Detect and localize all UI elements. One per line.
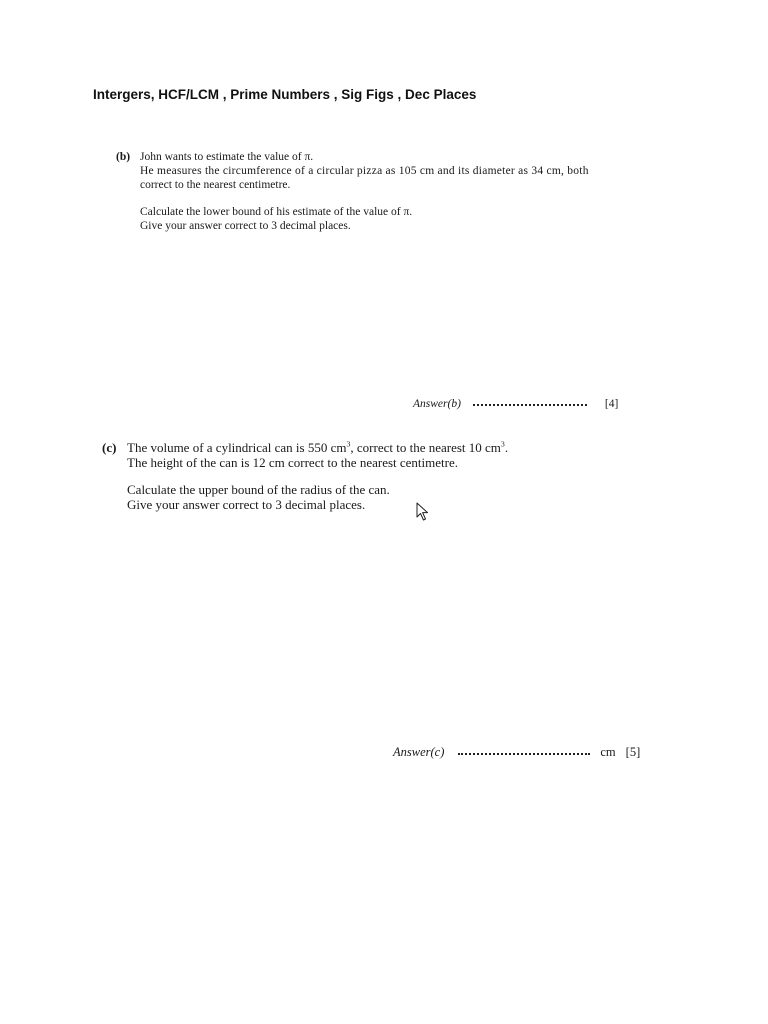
answer-b-field[interactable] (473, 404, 587, 406)
answer-c-field[interactable] (458, 753, 590, 755)
question-c-line1-sup2: 3 (500, 439, 505, 449)
question-b-line1: John wants to estimate the value of π. (140, 151, 314, 163)
question-c-line1-mid: , correct to the nearest 10 cm (350, 440, 501, 455)
question-c-line1-post: . (504, 440, 509, 455)
question-c-line1-pre: The volume of a cylindrical can is 550 cm (127, 440, 347, 455)
question-c-line4: Give your answer correct to 3 decimal places. (127, 497, 366, 512)
question-c-line1 (127, 440, 508, 456)
question-c-line1-sup1: 3 (346, 439, 351, 449)
question-b-line4: Calculate the lower bound of his estimate of the value of π. (140, 206, 413, 218)
answer-c-label: Answer(c) (393, 745, 445, 759)
question-b-label: (b) (116, 151, 131, 163)
question-c-label: (c) (102, 440, 117, 455)
answer-c-unit: cm (600, 745, 616, 759)
page-heading: Intergers, HCF/LCM , Prime Numbers , Sig Figs , Dec Places (93, 87, 477, 102)
question-b-line3: correct to the nearest centimetre. (140, 179, 291, 191)
answer-b-marks: [4] (604, 398, 619, 410)
mouse-pointer-icon (416, 502, 430, 522)
question-c-line3: Calculate the upper bound of the radius of the can. (127, 482, 390, 497)
question-b-line2: He measures the circumference of a circular pizza as 105 cm and its diameter as 34 cm, both (140, 165, 589, 177)
answer-c-marks: [5] (625, 745, 641, 759)
question-c-line2: The height of the can is 12 cm correct to the nearest centimetre. (127, 455, 458, 470)
answer-c-row (393, 745, 640, 760)
question-b-line5: Give your answer correct to 3 decimal places. (140, 220, 351, 232)
answer-b-label: Answer(b) (413, 398, 461, 410)
answer-b-row (413, 398, 618, 410)
